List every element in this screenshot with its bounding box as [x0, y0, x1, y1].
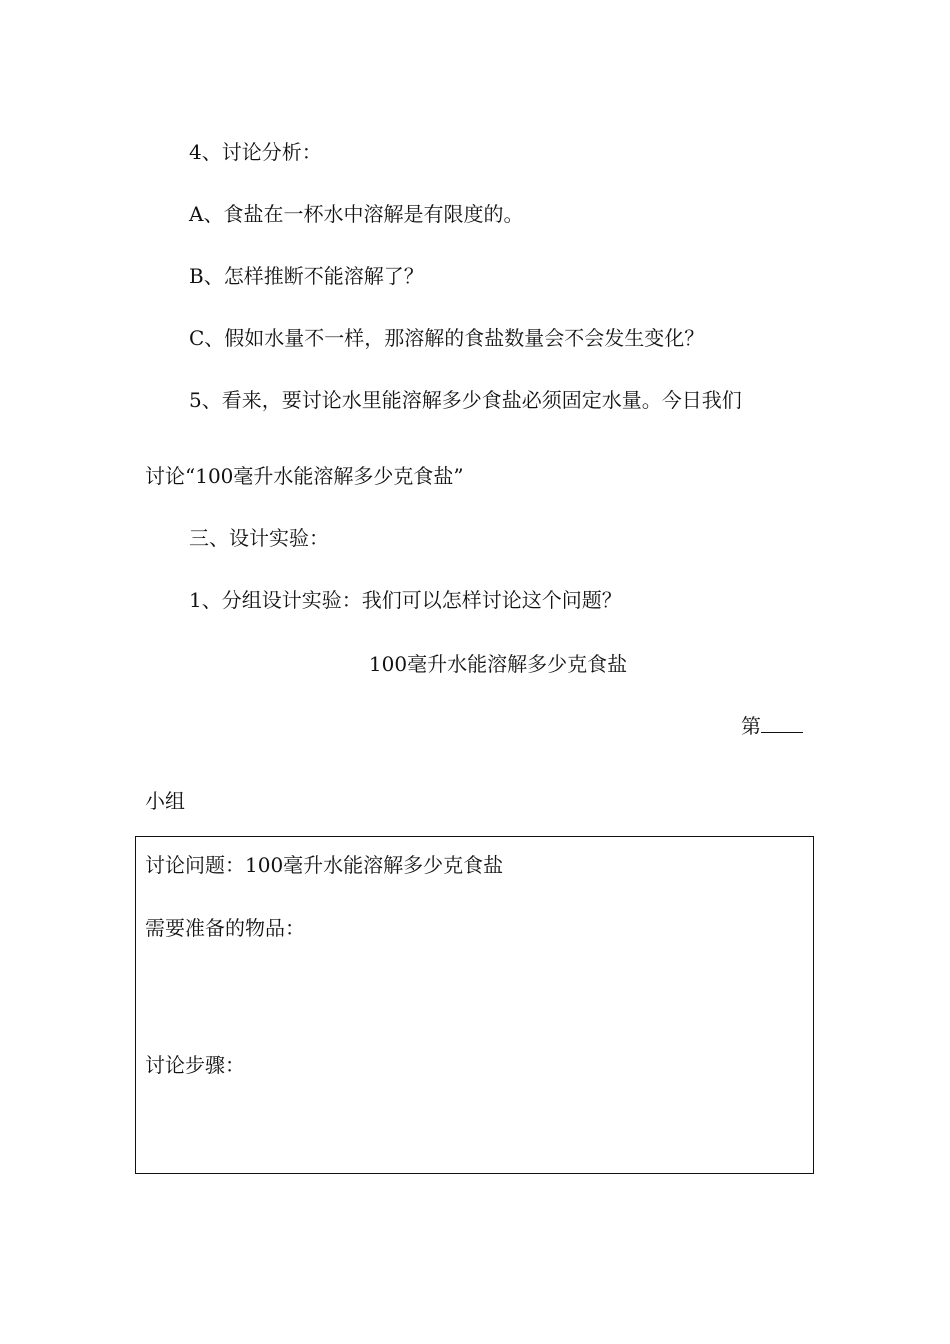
paragraph-point-c: C、假如水量不一样，那溶解的食盐数量会不会发生变化？ [189, 326, 705, 350]
box-question: 讨论问题：100毫升水能溶解多少克食盐 [145, 853, 504, 877]
section-heading-design-experiment: 三、设计实验： [189, 526, 329, 550]
paragraph-fixed-water: 5、看来，要讨论水里能溶解多少食盐必须固定水量。今日我们 [189, 388, 742, 412]
paragraph-point-a: A、食盐在一杯水中溶解是有限度的。 [189, 202, 524, 226]
paragraph-topic: 讨论“100毫升水能溶解多少克食盐” [145, 464, 464, 488]
group-prefix: 第 [741, 714, 761, 738]
worksheet-title: 100毫升水能溶解多少克食盐 [368, 652, 628, 676]
paragraph-group-design: 1、分组设计实验：我们可以怎样讨论这个问题？ [189, 588, 622, 612]
group-number-blank[interactable] [761, 712, 803, 733]
box-steps-label: 讨论步骤： [145, 1053, 245, 1077]
group-number-field [741, 712, 803, 740]
group-suffix: 小组 [145, 789, 185, 813]
box-materials-label: 需要准备的物品： [145, 916, 305, 940]
paragraph-point-b: B、怎样推断不能溶解了？ [189, 264, 424, 288]
worksheet-box [135, 836, 814, 1174]
paragraph-discussion-analysis: 4、讨论分析： [189, 140, 322, 164]
